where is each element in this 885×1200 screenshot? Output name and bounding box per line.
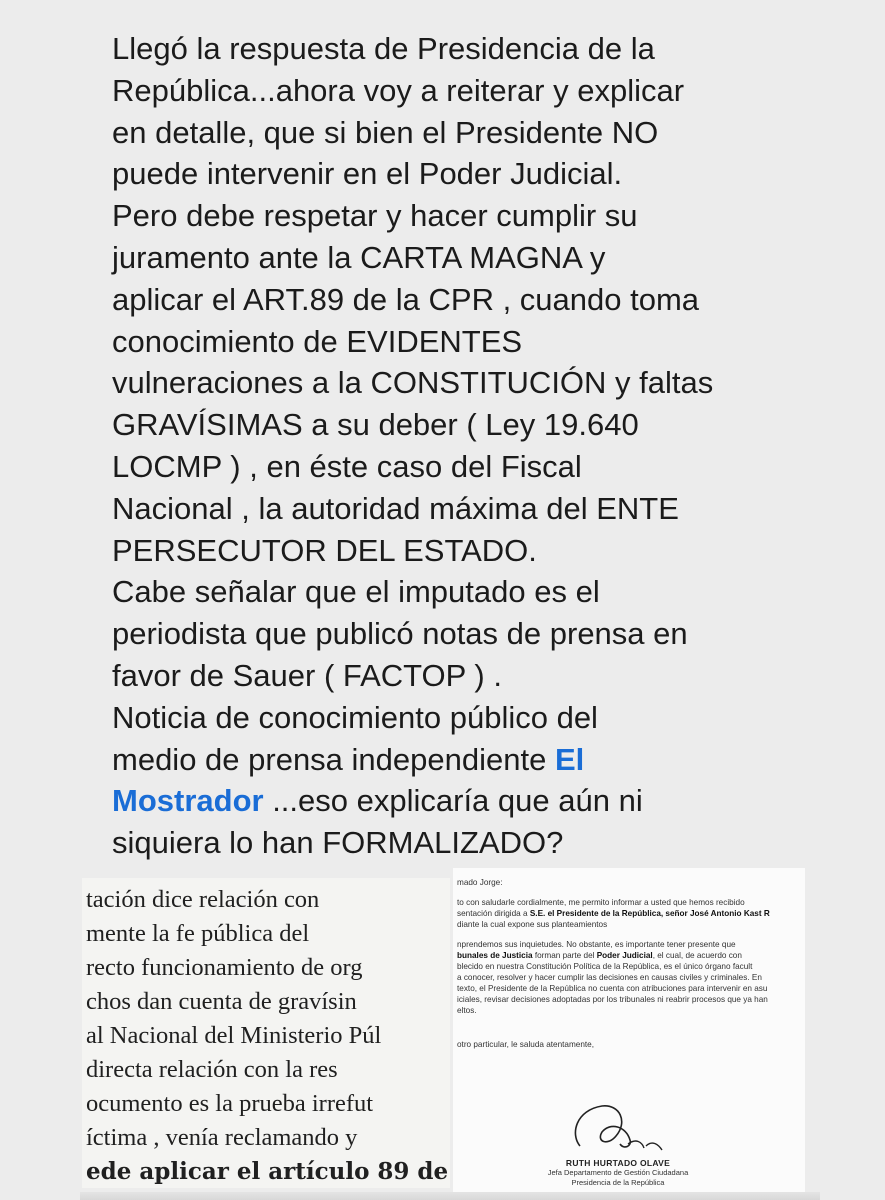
post-line-text: medio de prensa independiente: [112, 741, 555, 777]
post-line: conocimiento de EVIDENTES: [112, 323, 523, 359]
post-line: Cabe señalar que el imputado es el: [112, 574, 600, 610]
scan-line: recto funcionamiento de org: [86, 954, 363, 981]
post-line: aplicar el ART.89 de la CPR , cuando toma: [112, 281, 700, 317]
el-mostrador-link[interactable]: El: [554, 741, 585, 777]
post-line: [112, 780, 872, 822]
letter-line: nprendemos sus inquietudes. No obstante, es importante tener presente que: [457, 940, 736, 949]
scan-line: ede aplicar el artículo 89 de: [86, 1158, 449, 1185]
scan-line: mente la fe pública del: [86, 920, 310, 947]
post-line: PERSECUTOR DEL ESTADO.: [112, 532, 537, 568]
signer-name: RUTH HURTADO OLAVE: [565, 1158, 671, 1168]
post-line: [112, 739, 872, 781]
scanned-document-left: [82, 878, 450, 1188]
post-line: GRAVÍSIMAS a su deber ( Ley 19.640: [112, 407, 639, 443]
signer-role: Jefa Departamento de Gestión Ciudadana: [547, 1168, 689, 1177]
letter-closing: otro particular, le saluda atentamente,: [457, 1040, 594, 1049]
letter-line: blecido en nuestra Constitución Política de la República, es el único órgano facult: [457, 962, 753, 971]
letter-line: a conocer, resolver y hacer cumplir las decisiones en causas civiles y criminales. En: [457, 973, 762, 982]
post-line: juramento ante la CARTA MAGNA y: [112, 239, 606, 275]
el-mostrador-link-cont[interactable]: Mostrador: [112, 783, 264, 819]
letter-bold: S.E. el Presidente de la República, señor José Antonio Kast R: [529, 909, 770, 918]
letter-text: forman parte del: [532, 951, 597, 960]
post-text: [112, 28, 872, 864]
handwritten-signature: [558, 1096, 678, 1158]
letter-bold: Poder Judicial: [596, 951, 653, 960]
cropped-edge: [80, 1192, 820, 1200]
post-line: República...ahora voy a reiterar y explicar: [112, 72, 685, 108]
letter-line: diante la cual expone sus planteamientos: [457, 920, 608, 929]
letter-line: [457, 909, 770, 918]
letter-greeting: mado Jorge:: [457, 878, 503, 887]
letter-line: [457, 951, 742, 960]
post-line: LOCMP ) , en éste caso del Fiscal: [112, 448, 582, 484]
scan-line: ocumento es la prueba irrefut: [86, 1090, 374, 1117]
signature-block: [513, 1096, 723, 1188]
response-letter: [453, 868, 805, 1194]
post-line: en detalle, que si bien el Presidente NO: [112, 114, 659, 150]
post-line: Llegó la respuesta de Presidencia de la: [112, 31, 655, 66]
letter-text: , el cual, de acuerdo con: [652, 951, 742, 960]
post-line: Noticia de conocimiento público del: [112, 699, 598, 735]
post-line-text: ...eso explicaría que aún ni: [263, 783, 643, 819]
scan-line: al Nacional del Ministerio Púl: [86, 1022, 382, 1049]
letter-bold: bunales de Justicia: [457, 951, 533, 960]
letter-line: iciales, revisar decisiones adoptadas por los tribunales ni reabrir procesos que ya han: [457, 995, 768, 1004]
post-line: siquiera lo han FORMALIZADO?: [112, 825, 564, 861]
scan-line: directa relación con la res: [86, 1056, 338, 1083]
scan-line: tación dice relación con: [86, 886, 320, 913]
letter-line: eltos.: [457, 1006, 477, 1015]
letter-text: sentación dirigida a: [457, 909, 530, 918]
post-line: favor de Sauer ( FACTOP ) .: [112, 657, 502, 693]
letter-line: to con saludarle cordialmente, me permito informar a usted que hemos recibido: [457, 898, 745, 907]
post-line: Pero debe respetar y hacer cumplir su: [112, 198, 638, 234]
post-line: periodista que publicó notas de prensa en: [112, 616, 688, 652]
post-line: vulneraciones a la CONSTITUCIÓN y faltas: [112, 365, 714, 401]
signer-org: Presidencia de la República: [571, 1178, 665, 1187]
post-line: puede intervenir en el Poder Judicial.: [112, 156, 623, 192]
scan-line: chos dan cuenta de gravísin: [86, 988, 357, 1015]
letter-line: texto, el Presidente de la República no cuenta con atribuciones para intervenir en asu: [457, 984, 768, 993]
scan-line: íctima , venía reclamando y: [86, 1124, 358, 1151]
post-line: Nacional , la autoridad máxima del ENTE: [112, 490, 679, 526]
